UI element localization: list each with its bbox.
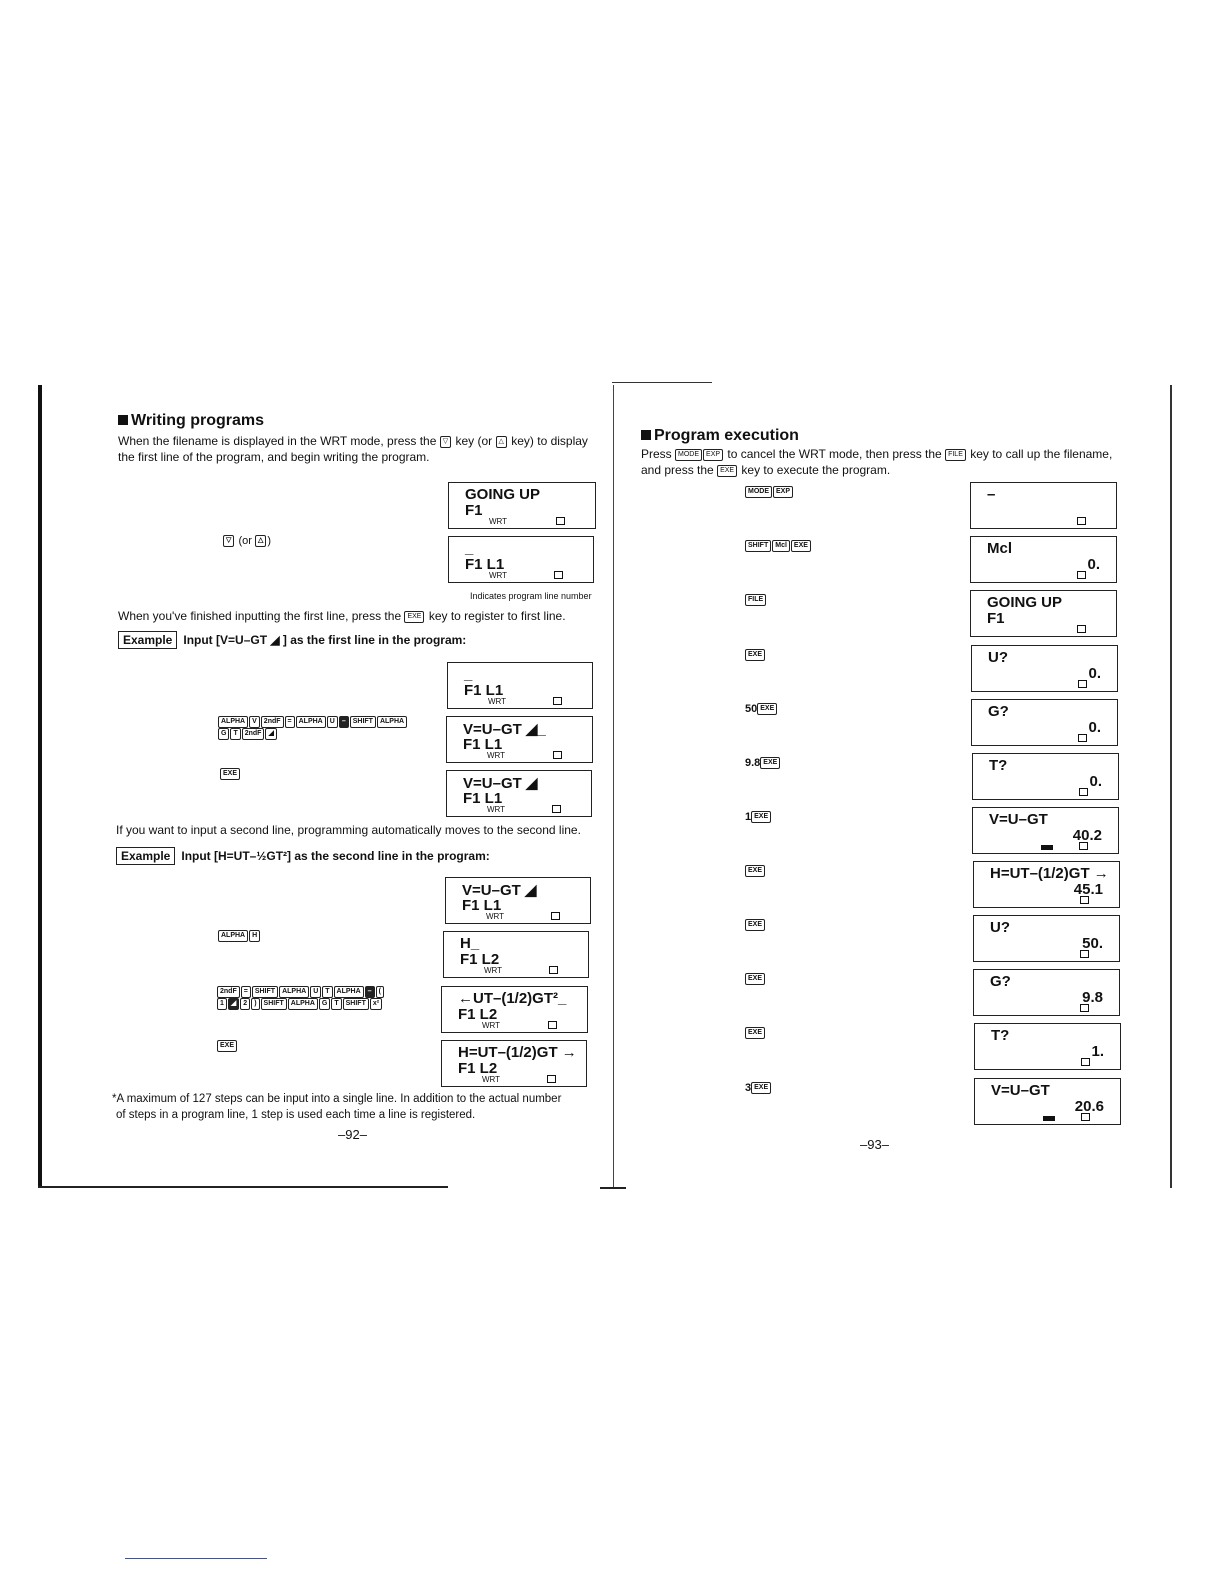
intro-b: to cancel the WRT mode, then press the: [727, 447, 942, 461]
bullet-square-icon: [118, 415, 128, 425]
exe-key-icon: EXE: [760, 757, 780, 769]
lcd-line1: G?: [990, 973, 1011, 990]
finish-b: key to register to first line.: [428, 609, 566, 623]
square-key-icon: x²: [370, 998, 382, 1010]
wrt-indicator: WRT: [482, 1021, 501, 1030]
mode-indicator-icon: [553, 751, 562, 759]
key-sequence-down: [223, 535, 271, 547]
lcd-display: [970, 590, 1117, 637]
alpha-key-icon: ALPHA: [218, 930, 248, 942]
key-prefix-number: 50: [745, 703, 758, 715]
lcd-line2: F1 L2: [458, 1006, 498, 1023]
lcd-result: 45.1: [1073, 881, 1103, 898]
left-intro: [118, 433, 598, 465]
lcd-result: 50.: [1082, 935, 1103, 952]
footnote: [112, 1091, 592, 1123]
alpha-key-icon: ALPHA: [218, 716, 248, 728]
wrt-indicator: WRT: [487, 751, 506, 760]
key-sequence: [745, 865, 766, 877]
lcd-display: [441, 986, 588, 1033]
key-sequence: [745, 811, 772, 823]
mode-indicator-icon: [548, 1021, 557, 1029]
lcd-line1: G?: [988, 703, 1009, 720]
mode-indicator-icon: [1077, 517, 1086, 525]
run-indicator-icon: [1041, 845, 1053, 850]
key-sequence: [745, 1082, 772, 1094]
mode-indicator-icon: [554, 571, 563, 579]
lcd-display: [972, 753, 1119, 800]
lcd-result: 1.: [1091, 1043, 1104, 1060]
lcd-line2: F1 L1: [465, 556, 505, 573]
exe-key-icon: EXE: [757, 703, 777, 715]
minus-key-icon: –: [365, 986, 375, 998]
example2: [116, 847, 596, 865]
equals-key-icon: =: [241, 986, 251, 998]
intro-line2a: and press the: [641, 463, 714, 477]
alpha-key-icon: ALPHA: [288, 998, 318, 1010]
wrt-indicator: WRT: [489, 571, 508, 580]
exe-key-icon: EXE: [717, 465, 737, 477]
exe-key-icon: EXE: [217, 1040, 237, 1052]
g-key-icon: G: [218, 728, 229, 740]
alpha-key-icon: ALPHA: [296, 716, 326, 728]
example2-a: Input [H=UT–: [181, 849, 257, 863]
u-key-icon: U: [310, 986, 321, 998]
lcd-line2: F1: [987, 610, 1005, 627]
2ndf-key-icon: 2ndF: [261, 716, 284, 728]
lcd-line1: H=UT–(1/2)GT →: [458, 1044, 577, 1061]
lcd-display: [443, 931, 589, 978]
mode-indicator-icon: [549, 966, 558, 974]
exe-key-icon: EXE: [745, 1027, 765, 1039]
mcl-key-icon: Mcl: [772, 540, 790, 552]
down-arrow-key-icon: ▽: [440, 436, 451, 448]
intro-b: key (or: [455, 434, 493, 448]
mode-indicator-icon: [1078, 734, 1087, 742]
lcd-line2: F1 L1: [463, 736, 503, 753]
lcd-display: [974, 1023, 1121, 1070]
example-badge: Example: [116, 847, 175, 865]
2ndf-key-icon: 2ndF: [217, 986, 240, 998]
one-key-icon: 1: [217, 998, 227, 1010]
lcd-display: [973, 861, 1120, 908]
lcd-line1: GOING UP: [465, 486, 541, 503]
key-sequence: [217, 1040, 238, 1052]
lcd-line2: F1 L1: [462, 897, 502, 914]
lcd-display: [448, 536, 594, 583]
lcd-result: 40.2: [1072, 827, 1102, 844]
lcd-display: [970, 482, 1117, 529]
h-key-icon: H: [249, 930, 260, 942]
mode-indicator-icon: [1079, 842, 1088, 850]
page-border-right: [1170, 385, 1172, 1188]
lcd-line1: GOING UP: [987, 594, 1063, 611]
example1: [118, 631, 598, 649]
lcd-line2: F1 L1: [463, 790, 503, 807]
lcd-result: 0.: [1088, 665, 1101, 682]
wrt-indicator: WRT: [484, 966, 503, 975]
example-badge: Example: [118, 631, 177, 649]
lcd-line1: V=U–GT ◢: [462, 882, 537, 899]
two-key-icon: 2: [240, 998, 250, 1010]
bullet-square-icon: [641, 430, 651, 440]
lcd-line1: _: [464, 666, 473, 683]
lcd-line1: H=UT–(1/2)GT →: [990, 865, 1109, 882]
lcd-line1: T?: [991, 1027, 1010, 1044]
lcd-line1: ←UT–(1/2)GT²_: [458, 990, 567, 1007]
second-line-paragraph: If you want to input a second line, programming automatically moves to the second line.: [116, 823, 581, 837]
exp-key-icon: EXP: [703, 449, 723, 461]
t-key-icon: T: [331, 998, 341, 1010]
lcd-line2: F1: [465, 502, 483, 519]
footnote-line2: of steps in a program line, 1 step is used each time a line is registered.: [116, 1109, 476, 1121]
t-key-icon: T: [322, 986, 332, 998]
up-arrow-key-icon: △: [255, 535, 266, 547]
mode-key-icon: MODE: [745, 486, 772, 498]
mode-indicator-icon: [1077, 571, 1086, 579]
finish-paragraph: [118, 608, 598, 624]
bottom-link-line: [125, 1558, 267, 1559]
key-sequence: [745, 649, 766, 661]
key-prefix-number: 3: [745, 1082, 752, 1094]
mode-indicator-icon: [552, 805, 561, 813]
v-key-icon: V: [249, 716, 260, 728]
u-key-icon: U: [327, 716, 338, 728]
or-close: ): [267, 535, 272, 547]
key-sequence: [218, 716, 408, 740]
down-arrow-key-icon: ▽: [223, 535, 234, 547]
g-key-icon: G: [319, 998, 330, 1010]
key-sequence: [745, 919, 766, 931]
mode-indicator-icon: [1081, 1058, 1090, 1066]
key-sequence: [220, 768, 241, 780]
mode-indicator-icon: [551, 912, 560, 920]
mode-indicator-icon: [1080, 950, 1089, 958]
example1-text: Input [V=U–GT ◢ ] as the first line in the program:: [183, 633, 467, 647]
lcd-display: [448, 482, 596, 529]
intro-a: Press: [641, 447, 672, 461]
wrt-indicator: WRT: [489, 517, 508, 526]
spine-bottom-rule: [600, 1187, 626, 1189]
exe-key-icon: EXE: [745, 973, 765, 985]
exp-key-icon: EXP: [773, 486, 793, 498]
intro-a: When the filename is displayed in the WRT mode, press the: [118, 434, 437, 448]
spine-top-rule: [612, 382, 712, 383]
file-key-icon: FILE: [945, 449, 966, 461]
finish-a: When you've finished inputting the first line, press the: [118, 609, 402, 623]
lcd-line1: V=U–GT ◢_: [463, 721, 546, 738]
key-sequence: [217, 986, 385, 1010]
run-indicator-icon: [1043, 1116, 1055, 1121]
shift-key-icon: SHIFT: [261, 998, 287, 1010]
lcd-display: [446, 770, 592, 817]
intro-line2b: key to execute the program.: [741, 463, 891, 477]
lcd-result: 0.: [1087, 556, 1100, 573]
display-key-icon: ◢: [265, 728, 276, 740]
lcd-line1: V=U–GT: [989, 811, 1048, 828]
page-border-left: [38, 385, 42, 1188]
page-number-right: –93–: [860, 1137, 889, 1152]
lcd-line1: U?: [990, 919, 1010, 936]
lcd-result: 0.: [1088, 719, 1101, 736]
key-prefix-number: 9.8: [745, 757, 761, 769]
mode-indicator-icon: [1078, 680, 1087, 688]
shift-key-icon: SHIFT: [350, 716, 376, 728]
exe-key-icon: EXE: [751, 1082, 771, 1094]
example2-b: GT²] as the second line in the program:: [266, 849, 490, 863]
alpha-key-icon: ALPHA: [377, 716, 407, 728]
lcd-line1: –: [987, 486, 996, 503]
lcd-display: [973, 915, 1120, 962]
lcd-line2: F1 L2: [458, 1060, 498, 1077]
mode-key-icon: MODE: [675, 449, 702, 461]
program-execution-heading: [641, 427, 799, 445]
mode-indicator-icon: [1081, 1113, 1090, 1121]
lcd-display: [446, 716, 593, 763]
exe-key-icon: EXE: [791, 540, 811, 552]
exe-key-icon: EXE: [745, 649, 765, 661]
lcd-line2: F1 L2: [460, 951, 500, 968]
wrt-indicator: WRT: [488, 697, 507, 706]
t-key-icon: T: [230, 728, 240, 740]
lcd-display: [441, 1040, 587, 1087]
lcd-line1: V=U–GT: [991, 1082, 1050, 1099]
heading-text: Program execution: [654, 427, 799, 444]
heading-text: Writing programs: [131, 412, 265, 429]
lcd-line2: F1 L1: [464, 682, 504, 699]
exe-key-icon: EXE: [745, 865, 765, 877]
2ndf-key-icon: 2ndF: [242, 728, 265, 740]
key-sequence: [745, 1027, 766, 1039]
exe-key-icon: EXE: [751, 811, 771, 823]
key-sequence: [745, 703, 778, 715]
alpha-key-icon: ALPHA: [334, 986, 364, 998]
mode-indicator-icon: [1079, 788, 1088, 796]
key-prefix-number: 1: [745, 811, 752, 823]
lcd-result: 0.: [1089, 773, 1102, 790]
mode-indicator-icon: [553, 697, 562, 705]
lcd-line1: U?: [988, 649, 1008, 666]
shift-key-icon: SHIFT: [252, 986, 278, 998]
equals-key-icon: =: [285, 716, 295, 728]
mode-indicator-icon: [1080, 1004, 1089, 1012]
lcd-display: [447, 662, 593, 709]
close-paren-key-icon: ): [251, 998, 259, 1010]
or-text: (or: [238, 535, 252, 547]
wrt-indicator: WRT: [486, 912, 505, 921]
lcd-result: 9.8: [1082, 989, 1103, 1006]
mode-indicator-icon: [1077, 625, 1086, 633]
key-sequence: [745, 486, 794, 498]
key-sequence: [745, 540, 812, 552]
lcd-display: [973, 969, 1120, 1016]
mode-indicator-icon: [547, 1075, 556, 1083]
page-border-bottom: [38, 1186, 448, 1188]
page-number-left: –92–: [338, 1127, 367, 1142]
fraction-key-icon: ◢: [228, 998, 239, 1010]
open-paren-key-icon: (: [376, 986, 384, 998]
wrt-indicator: WRT: [487, 805, 506, 814]
intro-c: key) to display: [511, 434, 588, 448]
mode-indicator-icon: [1080, 896, 1089, 904]
exe-key-icon: EXE: [404, 611, 424, 623]
footnote-line1: *A maximum of 127 steps can be input into a single line. In addition to the actual number: [112, 1093, 562, 1105]
lcd-display: [971, 699, 1118, 746]
intro-c: key to call up the filename,: [970, 447, 1113, 461]
key-sequence: [745, 757, 781, 769]
lcd-display: [970, 536, 1117, 583]
shift-key-icon: SHIFT: [343, 998, 369, 1010]
alpha-key-icon: ALPHA: [279, 986, 309, 998]
lcd-display: [971, 645, 1118, 692]
key-sequence: [745, 973, 766, 985]
right-intro: [641, 446, 1131, 478]
lcd-line1: T?: [989, 757, 1008, 774]
intro-line2: the first line of the program, and begin writing the program.: [118, 450, 430, 464]
lcd-result: 20.6: [1074, 1098, 1104, 1115]
wrt-indicator: WRT: [482, 1075, 501, 1084]
example2-fraction: ½: [256, 849, 267, 863]
key-sequence: [745, 594, 767, 606]
writing-programs-heading: [118, 412, 264, 430]
lcd-line1: _: [465, 540, 474, 557]
key-sequence: [218, 930, 261, 942]
lcd-line1: V=U–GT ◢: [463, 775, 538, 792]
lcd-display: [972, 807, 1119, 854]
mode-indicator-icon: [556, 517, 565, 525]
lcd-display: [974, 1078, 1121, 1125]
up-arrow-key-icon: △: [496, 436, 507, 448]
exe-key-icon: EXE: [220, 768, 240, 780]
shift-key-icon: SHIFT: [745, 540, 771, 552]
minus-key-icon: –: [339, 716, 349, 728]
exe-key-icon: EXE: [745, 919, 765, 931]
lcd-line1: Mcl: [987, 540, 1013, 557]
file-key-icon: FILE: [745, 594, 766, 606]
spine-line: [613, 385, 614, 1188]
lcd-line1: H_: [460, 935, 480, 952]
line-number-caption: Indicates program line number: [470, 591, 592, 601]
lcd-display: [445, 877, 591, 924]
